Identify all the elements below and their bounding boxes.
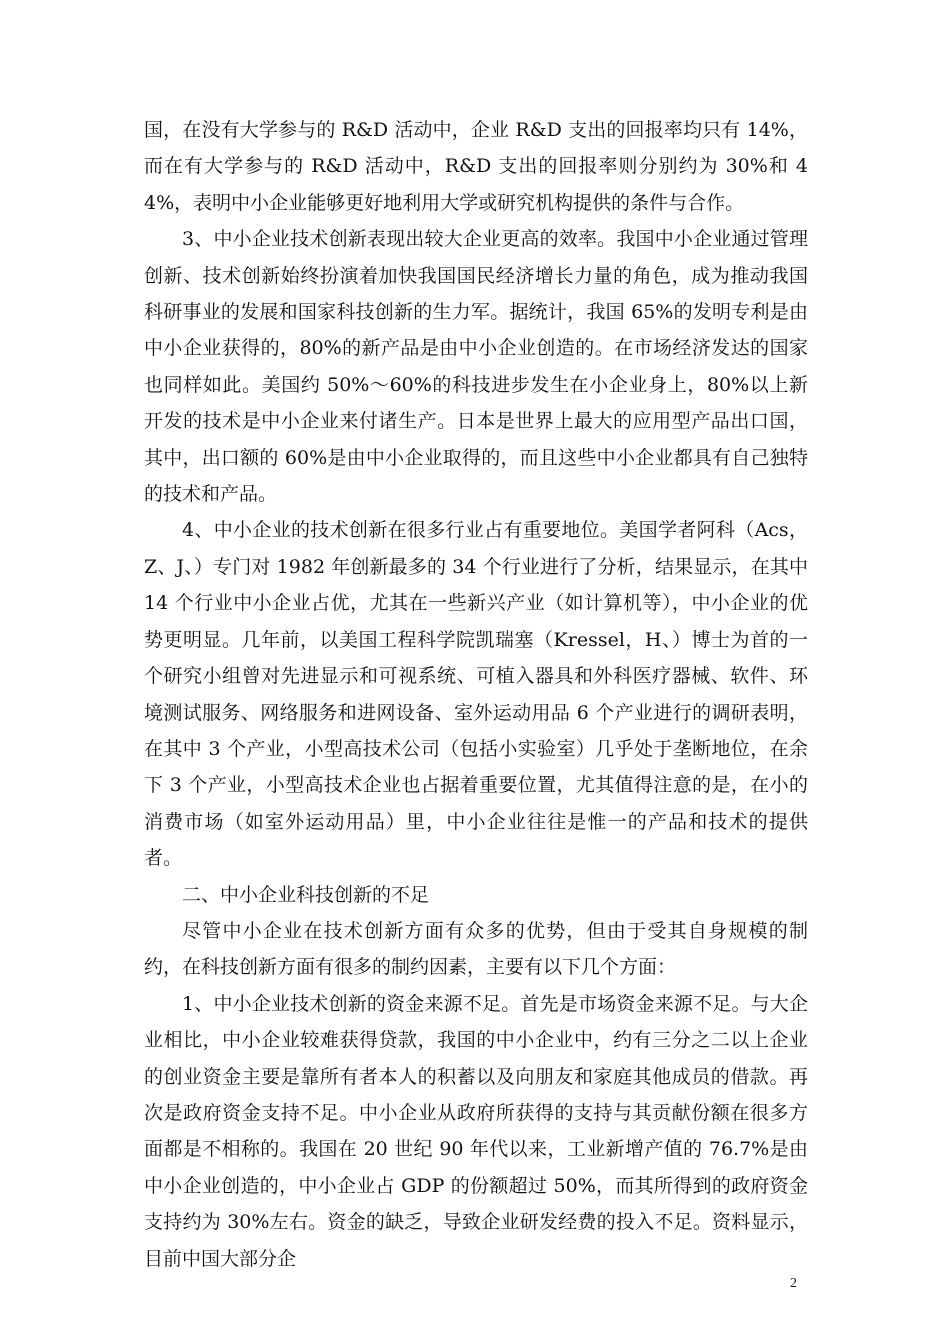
document-body <box>144 112 808 1277</box>
paragraph-constraints-intro: 尽管中小企业在技术创新方面有众多的优势，但由于受其自身规模的制约，在科技创新方面有很多的制约因素，主要有以下几个方面： <box>144 919 808 979</box>
paragraph-efficiency: 3、中小企业技术创新表现出较大企业更高的效率。我国中小企业通过管理创新、技术创新始终扮演着加快我国国民经济增长力量的角色，成为推动我国科研事业的发展和国家科技创新的生力军。据统计，我国 65%的发明专利是由中小企业获得的，80%的新产品是由中小企业创造的。在市场经济发达的国家也同样如此。美国约 50%～60%的科技进步发生在小企业身上，80%以上新开发的技术是中小企业来付诸生产。日本是世界上最大的应用型产品出口国，其中，出口额的 60%是由中小企业取得的，而且这些中小企业都具有自己独特的技术和产品。 <box>144 228 808 506</box>
paragraph-industry-position: 4、中小企业的技术创新在很多行业占有重要地位。美国学者阿科（Acs，Z、J、）专门对 1982 年创新最多的 34 个行业进行了分析，结果显示，在其中 14 个行业中小企业占优，尤其在一些新兴产业（如计算机等），中小企业的优势更明显。几年前，以美国工程科学院凯瑞塞（Kressel，H、）博士为首的一个研究小组曾对先进显示和可视系统、可植入器具和外科医疗器械、软件、环境测试服务、网络服务和进网设备、室外运动用品 6 个产业进行的调研表明，在其中 3 个产业，小型高技术公司（包括小实验室）几乎处于垄断地位，在余下 3 个产业，小型高技术企业也占据着重要位置，尤其值得注意的是，在小的消费市场（如室外运动用品）里，中小企业往往是惟一的产品和技术的提供者。 <box>144 519 808 870</box>
page-number: 2 <box>790 1276 797 1291</box>
section-heading-shortcomings: 二、中小企业科技创新的不足 <box>182 883 430 906</box>
paragraph-funding-shortage: 1、中小企业技术创新的资金来源不足。首先是市场资金来源不足。与大企业相比，中小企业较难获得贷款，我国的中小企业中，约有三分之二以上企业的创业资金主要是靠所有者本人的积蓄以及向朋友和家庭其他成员的借款。再次是政府资金支持不足。中小企业从政府所获得的支持与其贡献份额在很多方面都是不相称的。我国在 20 世纪 90 年代以来，工业新增产值的 76.7%是由中小企业创造的，中小企业占 GDP 的份额超过 50%，而其所得到的政府资金支持约为 30%左右。资金的缺乏，导致企业研发经费的投入不足。资料显示，目前中国大部分企 <box>144 992 808 1270</box>
paragraph-university-rd-return: 国，在没有大学参与的 R&D 活动中，企业 R&D 支出的回报率均只有 14%，而在有大学参与的 R&D 活动中，R&D 支出的回报率则分别约为 30%和 44%，表明中小企业能够更好地利用大学或研究机构提供的条件与合作。 <box>144 119 808 214</box>
